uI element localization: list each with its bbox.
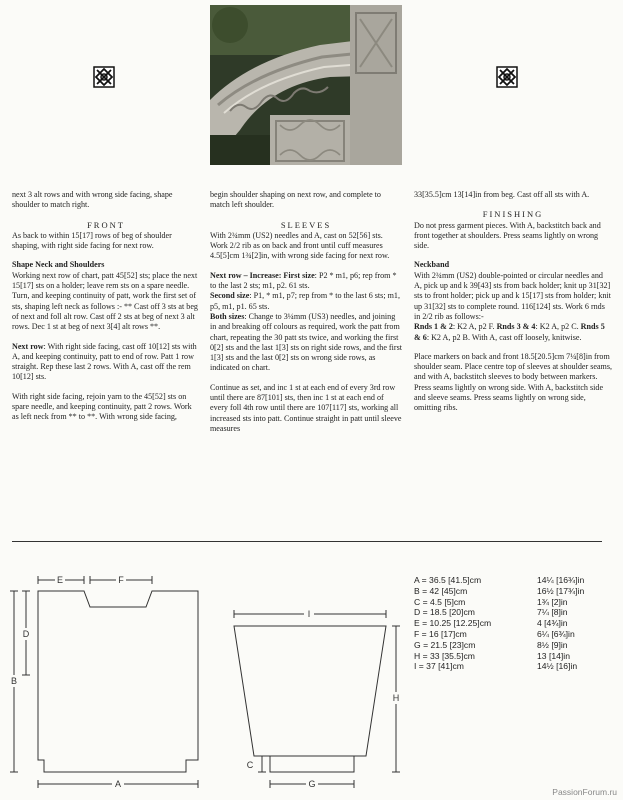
second-size-label: Second size [210,291,250,301]
front-heading: FRONT [87,219,125,230]
measurement-e-cm: E = 10.25 [12.25]cm [414,618,492,629]
next-row-text: : With right side facing, cast off 10[12] sts with A, and keeping continuity, patt to end of row. Patt 1 row straight. Rep these last 2 rows. With A, cast off the rem 10[12] sts. [12,341,197,382]
rnds-5-6-label: Rnds 5 & 6 [414,322,605,342]
text-column-3 [414,190,612,423]
measurement-e-in: 4 [4¾]in [537,618,568,629]
back-shoulder-text: next 3 alt rows and with wrong side facing, shape shoulder to match right. [12,190,173,210]
right-side-text: With right side facing, rejoin yarn to the 45[52] sts on spare needle, and keeping continuity, patt 2 rows. Work as left neck from ** to **. With wrong side facing, [12,391,192,422]
finishing-text: Do not press garment pieces. With A, backstitch back and front together at shoulders. Press seams lightly on wrong side. [414,220,601,251]
measurements-metric [414,575,491,672]
label-d: D [22,629,30,639]
measurement-h-cm: H = 33 [35.5]cm [414,650,475,661]
sleeves-heading: SLEEVES [280,219,332,230]
measurement-f-in: 6¼ [6¾]in [537,628,575,639]
continue-text: Continue as set, and inc 1 st at each end of every 3rd row until there are 87[101] sts, then inc 1 st at each end of every foll 4th row until there are 107[117] sts, working all increased sts into patt. Continue straight in patt until sleeve measures [210,382,402,433]
sleeve-outline [234,626,386,772]
shoulder-continue-text: begin shoulder shaping on next row, and complete to match left shoulder. [210,190,381,210]
celtic-knot-icon [93,66,115,88]
second-size-text: : P1, * m1, p7; rep from * to the last 6 sts; m1, p5, m1, p1. 65 sts. [210,291,400,311]
watermark: PassionForum.ru [552,787,617,797]
front-text: As back to within 15[17] rows of beg of shoulder shaping, with right side facing for next row. [12,230,172,251]
measurement-a-in: 14¼ [16¾]in [537,575,585,585]
body-outline [38,591,198,772]
next-row-paragraph [12,342,200,383]
carved-stone-photo [210,5,402,165]
celtic-knot-icon [496,66,518,88]
rounds-paragraph [414,322,612,343]
measurement-b-cm: B = 42 [45]cm [414,585,468,596]
both-sizes-text: : Change to 3¼mm (US3) needles, and joining in and breaking off colours as required, work the patt from chart, repeating the 30 patt sts twice, and working the first 0[2] sts and the last 1[3] sts on right side rows, and the first 1[3] sts and the last 0[2] sts on wrong side rows, as indicated on chart. [210,311,402,373]
label-i: I [307,609,311,619]
measurement-d-in: 7¼ [8]in [537,607,568,618]
measurement-f-cm: F = 16 [17]cm [414,628,467,639]
neck-shoulders-text: Working next row of chart, patt 45[52] sts; place the next 15[17] sts on a holder; leave rem sts on a spare needle. Turn, and keeping continuity of patt, work the first set of sts, shaping left neck as follows :- ** Cast off 3 sts at beg of next and foll alt row. Cast off 2 sts at beg of next 3 alt rows. Dec 1 st at beg of next 3[4] alt rows **. [12,270,198,332]
section-divider [12,541,602,542]
neckband-heading: Neckband [414,260,450,270]
finishing-heading: FINISHING [482,209,544,220]
rnds-3-4-text: : K2 A, p2 C. [535,322,581,332]
measurement-h-in: 13 [14]in [537,650,570,661]
sleeve-cast-off-text: 33[35.5]cm 13[14]in from beg. Cast off all sts with A. [414,190,590,199]
label-f: F [118,575,124,585]
text-column-1 [12,190,200,432]
markers-text: Place markers on back and front 18.5[20.5]cm 7¼[8]in from shoulder seam. Place centre top of sleeves at shoulder seams, and with A, backstitch sleeves to body between markers. Press seams lightly on wrong side. With A, backstitch side and sleeve seams. Press seams lightly on wrong side, omitting ribs. [414,351,613,413]
label-a: A [114,779,122,789]
measurement-i-in: 14½ [16]in [537,661,578,672]
rnds-5-6-text: : K2 A, p2 B. With A, cast off loosely, knitwise. [426,332,582,342]
neckband-text: With 2¾mm (US2) double-pointed or circular needles and A, pick up and k 39[43] sts from back holder; knit up 31[32] sts to front holder; pick up and k 15[17] sts from holder; knit up 31[32] sts to complete round. 116[124] sts. Work 6 rnds in 2/2 rib as follows:- [414,270,611,321]
neck-shoulders-heading: Shape Neck and Shoulders [12,260,105,270]
label-c: C [246,760,254,770]
measurement-b-in: 16½ [17¾]in [537,585,585,596]
rnds-1-2-text: : K2 A, p2 F. [452,322,497,332]
rnds-1-2-label: Rnds 1 & 2 [414,322,453,332]
text-column-2 [210,190,402,443]
measurement-g-cm: G = 21.5 [23]cm [414,639,476,650]
label-h: H [392,693,400,703]
garment-schematic [0,560,623,800]
label-g: G [308,779,316,789]
increase-text: : P2 * m1, p6; rep from * to the last 2 sts; m1, p2. 61 sts. [210,270,397,291]
both-sizes-label: Both sizes [210,311,245,321]
label-b: B [10,676,18,686]
next-row-label: Next row [12,341,44,351]
sleeves-text: With 2¾mm (US2) needles and A, cast on 52[56] sts. Work 2/2 rib as on back and front until cuff measures 4.5[5]cm 1¾[2]in, with wrong side facing for next row. [210,230,390,261]
measurement-c-in: 1¾ [2]in [537,596,568,607]
measurements-imperial [537,575,584,672]
increase-paragraph [210,271,402,374]
measurement-a-cm: A = 36.5 [41.5]cm [414,575,482,585]
measurement-c-cm: C = 4.5 [5]cm [414,596,466,607]
label-e: E [56,575,64,585]
measurement-d-cm: D = 18.5 [20]cm [414,607,475,618]
measurement-g-in: 8½ [9]in [537,639,568,650]
increase-label: Next row – Increase: First size [210,270,315,280]
rnds-3-4-label: Rnds 3 & 4 [496,322,536,332]
measurement-i-cm: I = 37 [41]cm [414,661,464,672]
